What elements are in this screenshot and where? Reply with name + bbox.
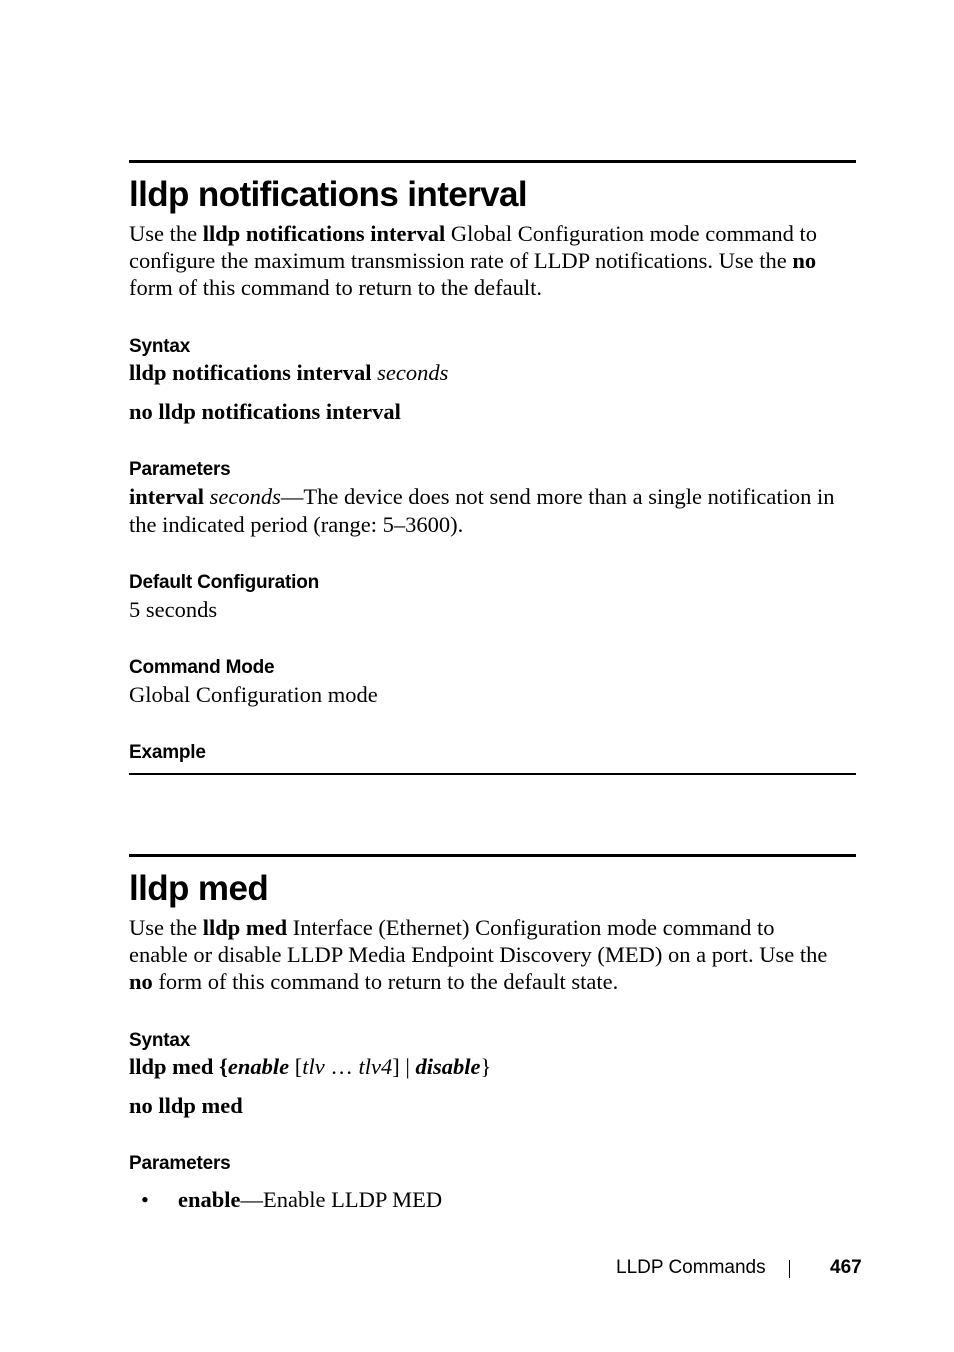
footer-page-number: 467 <box>830 1257 862 1278</box>
bullet-icon: • <box>141 1187 149 1212</box>
section-title: lldp notifications interval <box>129 175 528 214</box>
syntax-line-1: lldp med {enable [tlv … tlv4] | disable} <box>129 1054 492 1079</box>
syntax-heading: Syntax <box>129 336 191 357</box>
intro-line-1: Use the lldp notifications interval Global Configuration mode command to <box>129 221 818 246</box>
default-configuration-heading: Default Configuration <box>129 572 320 593</box>
parameter-line-2: the indicated period (range: 5–3600). <box>129 512 464 537</box>
syntax-heading: Syntax <box>129 1030 191 1051</box>
default-configuration-value: 5 seconds <box>129 597 218 622</box>
parameters-heading: Parameters <box>129 1153 231 1174</box>
intro-line-3: form of this command to return to the default. <box>129 275 543 300</box>
example-heading: Example <box>129 742 206 763</box>
parameter-line-1: interval seconds—The device does not send more than a single notification in <box>129 484 835 509</box>
parameters-heading: Parameters <box>129 459 231 480</box>
command-mode-heading: Command Mode <box>129 657 275 678</box>
parameter-bullet-item: enable—Enable LLDP MED <box>178 1187 443 1212</box>
intro-line-2: configure the maximum transmission rate of LLDP notifications. Use the no <box>129 248 817 273</box>
section-title: lldp med <box>129 869 269 908</box>
syntax-line-2: no lldp notifications interval <box>129 399 401 424</box>
intro-line-3: no form of this command to return to the default state. <box>129 969 619 994</box>
intro-line-2: enable or disable LLDP Media Endpoint Discovery (MED) on a port. Use the <box>129 942 828 967</box>
section-top-rule <box>129 854 856 857</box>
syntax-line-2: no lldp med <box>129 1093 243 1118</box>
example-rule <box>129 773 856 775</box>
section-top-rule <box>129 160 856 163</box>
footer-chapter-label: LLDP Commands <box>616 1257 766 1278</box>
footer-separator <box>789 1260 790 1278</box>
syntax-line-1: lldp notifications interval seconds <box>129 360 449 385</box>
intro-line-1: Use the lldp med Interface (Ethernet) Configuration mode command to <box>129 915 775 940</box>
command-mode-value: Global Configuration mode <box>129 682 378 707</box>
